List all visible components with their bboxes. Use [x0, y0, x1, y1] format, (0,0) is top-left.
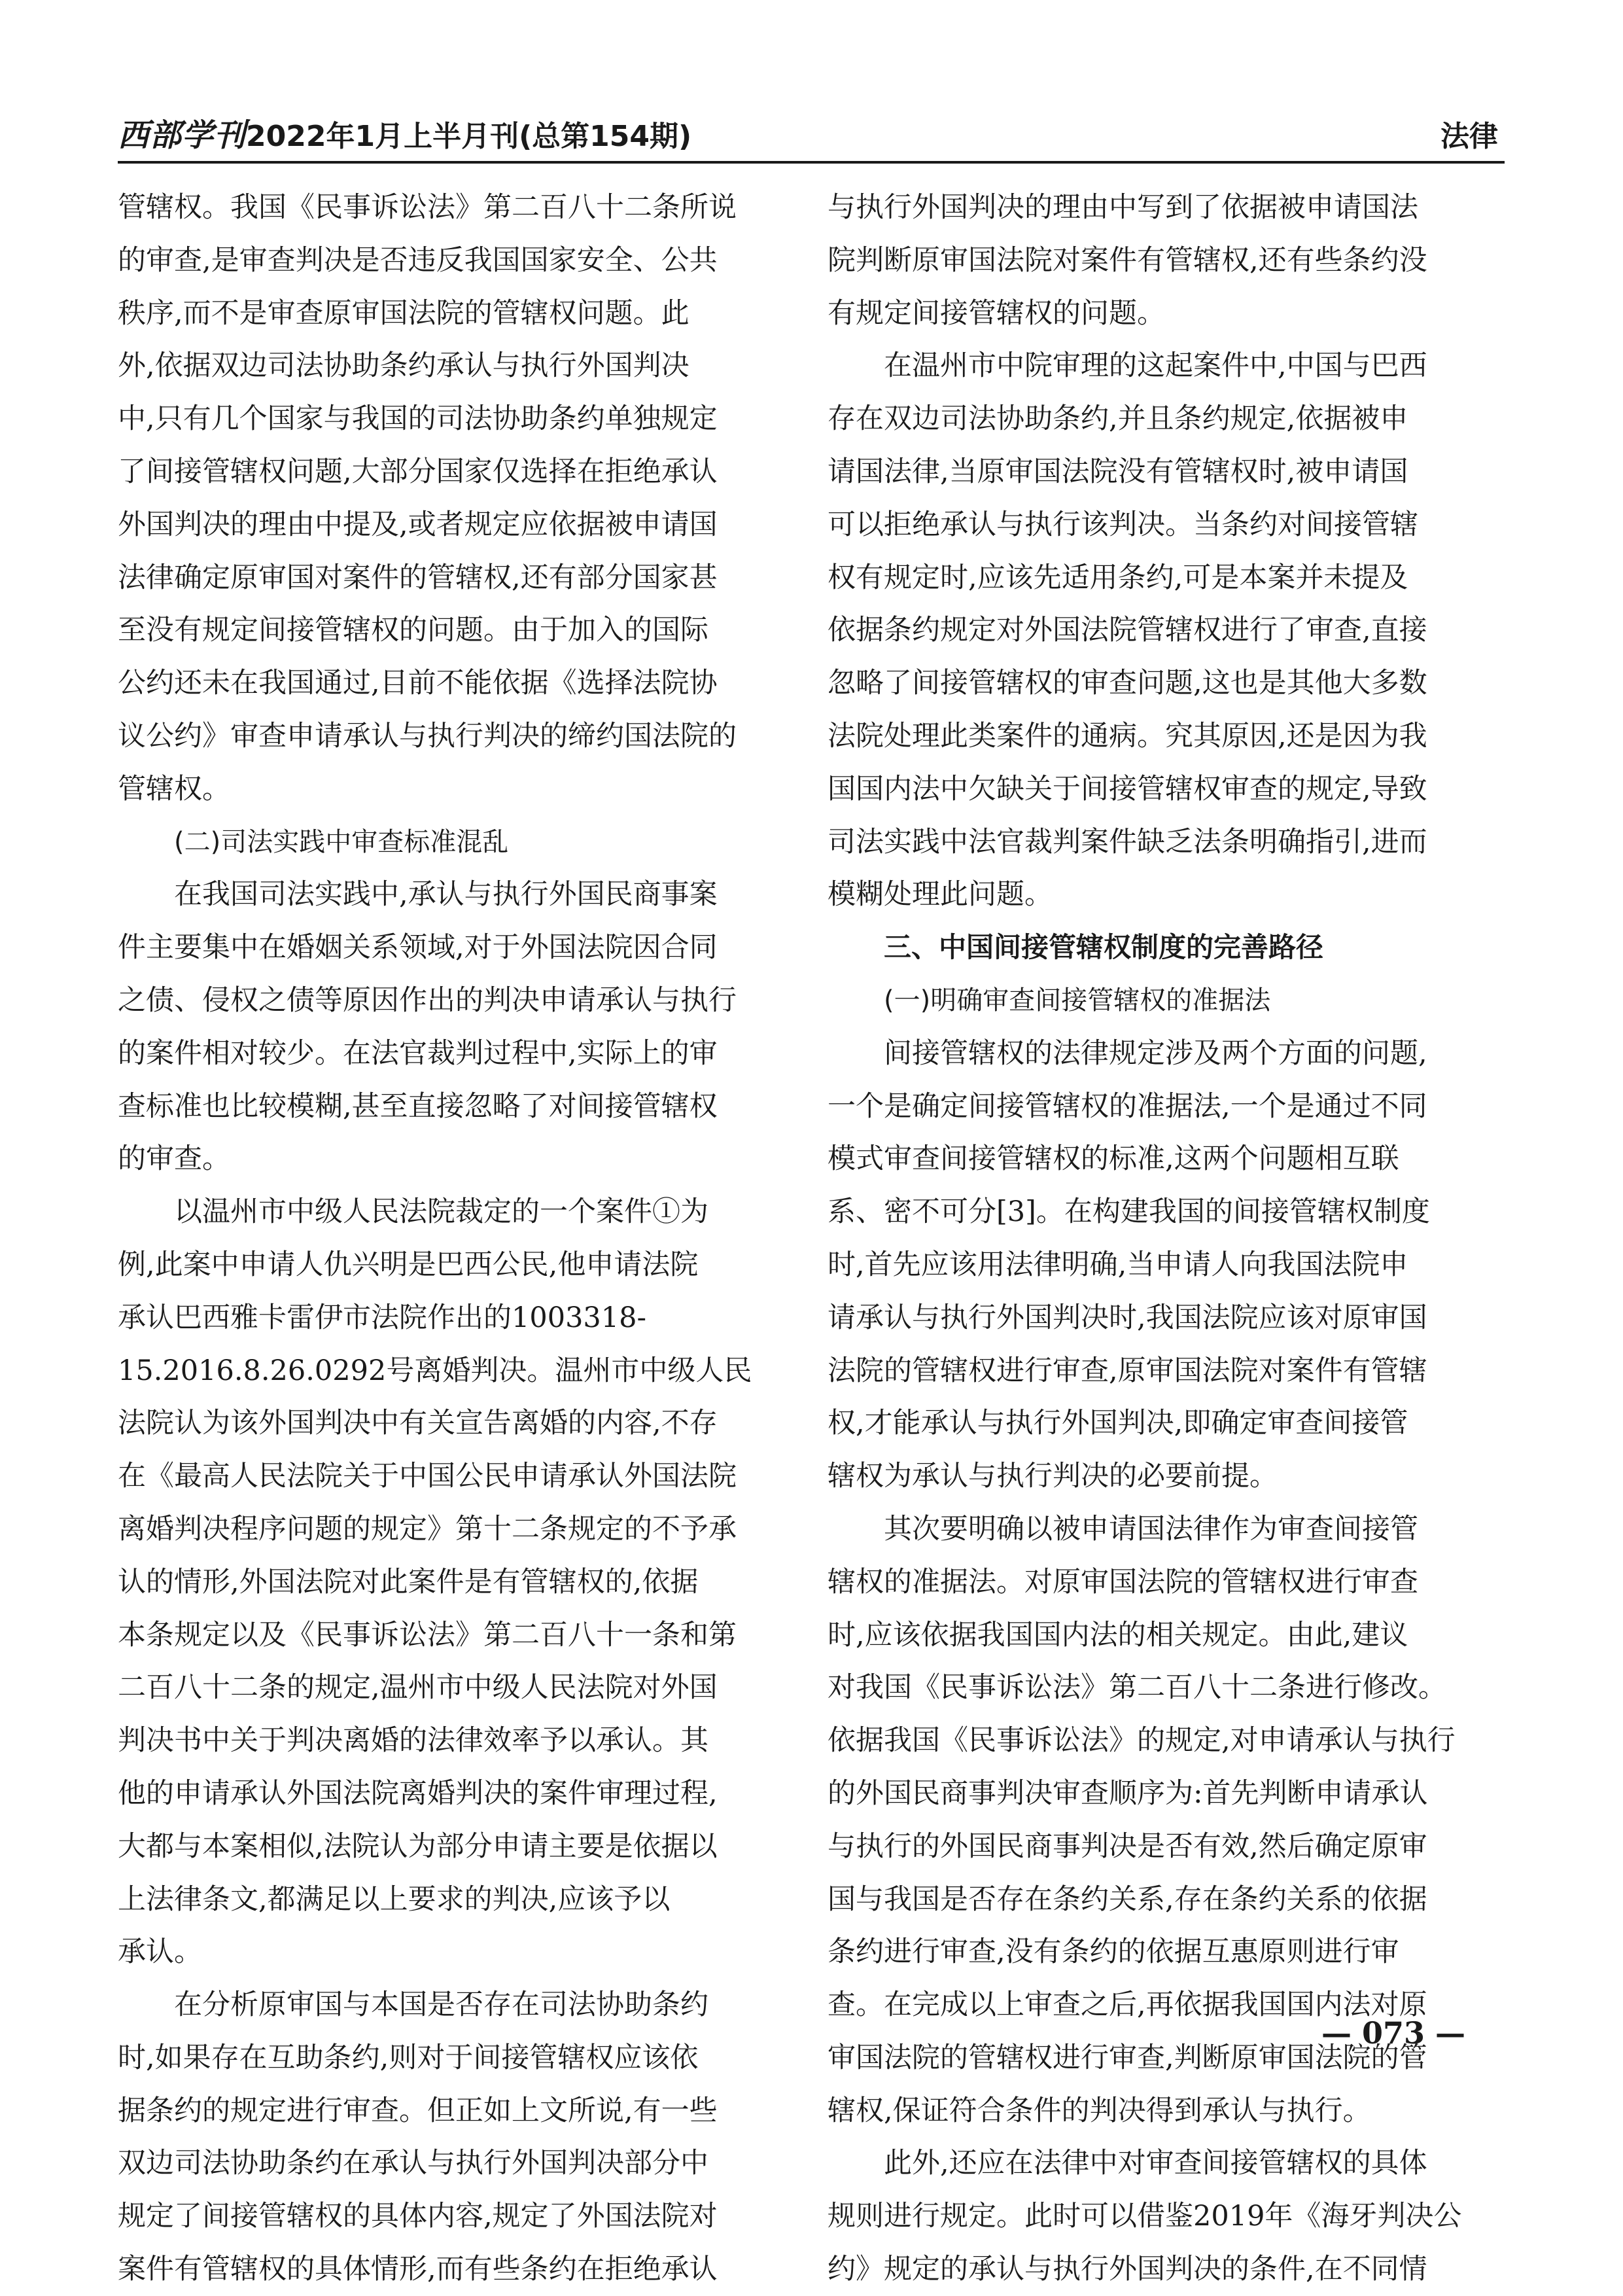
left-column-line: 判决书中关于判决离婚的法律效率予以承认。其 — [118, 1724, 708, 1757]
right-column-line: 在温州市中院审理的这起案件中,中国与巴西 — [884, 349, 1427, 383]
left-column-line: 查标准也比较模糊,甚至直接忽略了对间接管辖权 — [118, 1089, 718, 1123]
right-column-line: 此外,还应在法律中对审查间接管辖权的具体 — [884, 2147, 1427, 2180]
right-column-line: 规则进行规定。此时可以借鉴2019年《海牙判决公 — [828, 2200, 1462, 2233]
right-column — [828, 181, 1492, 2296]
left-column-line: 在分析原审国与本国是否存在司法协助条约 — [174, 1988, 708, 2022]
left-column-line: 法院认为该外国判决中有关宣告离婚的内容,不存 — [118, 1407, 718, 1440]
left-column-line: 15.2016.8.26.0292号离婚判决。温州市中级人民 — [118, 1354, 752, 1387]
right-column-line: 间接管辖权的法律规定涉及两个方面的问题, — [884, 1036, 1427, 1070]
left-column-line: 件主要集中在婚姻关系领域,对于外国法院因合同 — [118, 931, 718, 964]
right-column-line: 与执行的外国民商事判决是否有效,然后确定原审 — [828, 1829, 1427, 1863]
left-column-line: 大都与本案相似,法院认为部分申请主要是依据以 — [118, 1829, 718, 1863]
right-column-line: 有规定间接管辖权的问题。 — [828, 296, 1165, 330]
left-column-line: 本条规定以及《民事诉讼法》第二百八十一条和第 — [118, 1618, 737, 1651]
right-column-line: (一)明确审查间接管辖权的准据法 — [884, 985, 1271, 1016]
left-column-line: 的审查。 — [118, 1142, 230, 1176]
right-column-line: 审国法院的管辖权进行审查,判断原审国法院的管 — [828, 2041, 1427, 2074]
right-column-line: 模式审查间接管辖权的标准,这两个问题相互联 — [828, 1142, 1399, 1176]
right-column-line: 权有规定时,应该先适用条约,可是本案并未提及 — [828, 561, 1408, 594]
left-column-line: 在我国司法实践中,承认与执行外国民商事案 — [174, 878, 718, 911]
right-column-line: 国与我国是否存在条约关系,存在条约关系的依据 — [828, 1882, 1427, 1916]
right-column-line: 权,才能承认与执行外国判决,即确定审查间接管 — [828, 1407, 1408, 1440]
left-column-line: 他的申请承认外国法院离婚判决的案件审理过程, — [118, 1776, 718, 1810]
right-column-line: 一个是确定间接管辖权的准据法,一个是通过不同 — [828, 1089, 1427, 1123]
left-column-line: 法律确定原审国对案件的管辖权,还有部分国家甚 — [118, 561, 718, 594]
left-column-line: 秩序,而不是审查原审国法院的管辖权问题。此 — [118, 296, 689, 330]
left-column-line: 中,只有几个国家与我国的司法协助条约单独规定 — [118, 402, 718, 436]
issue-info: 2022年1月上半月刊(总第154期) — [246, 120, 692, 153]
left-column-line: 承认。 — [118, 1935, 202, 1969]
left-column-line: 至没有规定间接管辖权的问题。由于加入的国际 — [118, 614, 708, 647]
left-column-line: 的案件相对较少。在法官裁判过程中,实际上的审 — [118, 1036, 718, 1070]
left-column-line: 管辖权。我国《民事诉讼法》第二百八十二条所说 — [118, 191, 737, 224]
running-header — [118, 105, 1505, 157]
journal-masthead-logo: 西部学刊 — [118, 117, 247, 154]
right-column-line: 查。在完成以上审查之后,再依据我国国内法对原 — [828, 1988, 1427, 2022]
right-column-line: 约》规定的承认与执行外国判决的条件,在不同情 — [828, 2253, 1427, 2286]
right-column-line: 请承认与执行外国判决时,我国法院应该对原审国 — [828, 1301, 1427, 1334]
left-column-line: 议公约》审查申请承认与执行判决的缔约国法院的 — [118, 719, 737, 752]
right-column-line: 法院的管辖权进行审查,原审国法院对案件有管辖 — [828, 1354, 1427, 1387]
left-column-line: (二)司法实践中审查标准混乱 — [174, 826, 509, 857]
right-column-line: 辖权,保证符合条件的判决得到承认与执行。 — [828, 2094, 1371, 2127]
left-column-line: 据条约的规定进行审查。但正如上文所说,有一些 — [118, 2094, 718, 2127]
right-column-line: 依据条约规定对外国法院管辖权进行了审查,直接 — [828, 614, 1427, 647]
right-column-line: 可以拒绝承认与执行该判决。当条约对间接管辖 — [828, 508, 1418, 541]
right-column-line: 请国法律,当原审国法院没有管辖权时,被申请国 — [828, 455, 1408, 488]
right-column-line: 模糊处理此问题。 — [828, 878, 1053, 911]
right-column-line: 忽略了间接管辖权的审查问题,这也是其他大多数 — [828, 667, 1427, 700]
right-column-line: 辖权为承认与执行判决的必要前提。 — [828, 1460, 1278, 1493]
left-column-line: 规定了间接管辖权的具体内容,规定了外国法院对 — [118, 2200, 718, 2233]
right-column-line: 院判断原审国法院对案件有管辖权,还有些条约没 — [828, 243, 1427, 277]
right-column-line: 其次要明确以被申请国法律作为审查间接管 — [884, 1512, 1418, 1545]
left-column-line: 的审查,是审查判决是否违反我国国家安全、公共 — [118, 243, 718, 277]
right-column-line: 依据我国《民事诉讼法》的规定,对申请承认与执行 — [828, 1724, 1456, 1757]
left-column-line: 双边司法协助条约在承认与执行外国判决部分中 — [118, 2147, 708, 2180]
left-column-line: 了间接管辖权问题,大部分国家仅选择在拒绝承认 — [118, 455, 718, 488]
left-column-line: 管辖权。 — [118, 772, 230, 805]
left-column-line: 离婚判决程序问题的规定》第十二条规定的不予承 — [118, 1512, 737, 1545]
right-column-line: 三、中国间接管辖权制度的完善路径 — [884, 931, 1324, 964]
right-column-line: 国国内法中欠缺关于间接管辖权审查的规定,导致 — [828, 772, 1427, 805]
right-column-line: 对我国《民事诉讼法》第二百八十二条进行修改。 — [828, 1671, 1446, 1704]
right-column-line: 辖权的准据法。对原审国法院的管辖权进行审查 — [828, 1565, 1418, 1598]
left-column-line: 以温州市中级人民法院裁定的一个案件①为 — [174, 1195, 708, 1229]
right-column-line: 时,应该依据我国国内法的相关规定。由此,建议 — [828, 1618, 1408, 1651]
header-rule — [118, 161, 1505, 164]
left-column-line: 例,此案中申请人仇兴明是巴西公民,他申请法院 — [118, 1248, 699, 1281]
page-number: — 073 — — [1321, 2015, 1466, 2051]
left-column-line: 公约还未在我国通过,目前不能依据《选择法院协 — [118, 667, 718, 700]
left-column-line: 案件有管辖权的具体情形,而有些条约在拒绝承认 — [118, 2253, 718, 2286]
left-column-line: 外,依据双边司法协助条约承认与执行外国判决 — [118, 349, 689, 383]
right-column-line: 的外国民商事判决审查顺序为:首先判断申请承认 — [828, 1776, 1428, 1810]
left-column-line: 二百八十二条的规定,温州市中级人民法院对外国 — [118, 1671, 718, 1704]
left-column-line: 承认巴西雅卡雷伊市法院作出的1003318- — [118, 1301, 647, 1334]
left-column-line: 之债、侵权之债等原因作出的判决申请承认与执行 — [118, 983, 737, 1017]
right-column-line: 法院处理此类案件的通病。究其原因,还是因为我 — [828, 719, 1427, 752]
right-column-line: 与执行外国判决的理由中写到了依据被申请国法 — [828, 191, 1418, 224]
right-column-line: 时,首先应该用法律明确,当申请人向我国法院申 — [828, 1248, 1408, 1281]
right-column-line: 存在双边司法协助条约,并且条约规定,依据被申 — [828, 402, 1408, 436]
right-column-line: 司法实践中法官裁判案件缺乏法条明确指引,进而 — [828, 825, 1427, 858]
left-column-line: 外国判决的理由中提及,或者规定应依据被申请国 — [118, 508, 718, 541]
left-column-line: 上法律条文,都满足以上要求的判决,应该予以 — [118, 1882, 671, 1916]
left-column-line: 认的情形,外国法院对此案件是有管辖权的,依据 — [118, 1565, 699, 1598]
section-label: 法律 — [1440, 120, 1498, 153]
left-column-line: 在《最高人民法院关于中国公民申请承认外国法院 — [118, 1460, 737, 1493]
left-column-line: 时,如果存在互助条约,则对于间接管辖权应该依 — [118, 2041, 699, 2074]
right-column-line: 条约进行审查,没有条约的依据互惠原则进行审 — [828, 1935, 1399, 1969]
left-column — [118, 181, 782, 2296]
right-column-line: 系、密不可分[3]。在构建我国的间接管辖权制度 — [828, 1195, 1430, 1229]
